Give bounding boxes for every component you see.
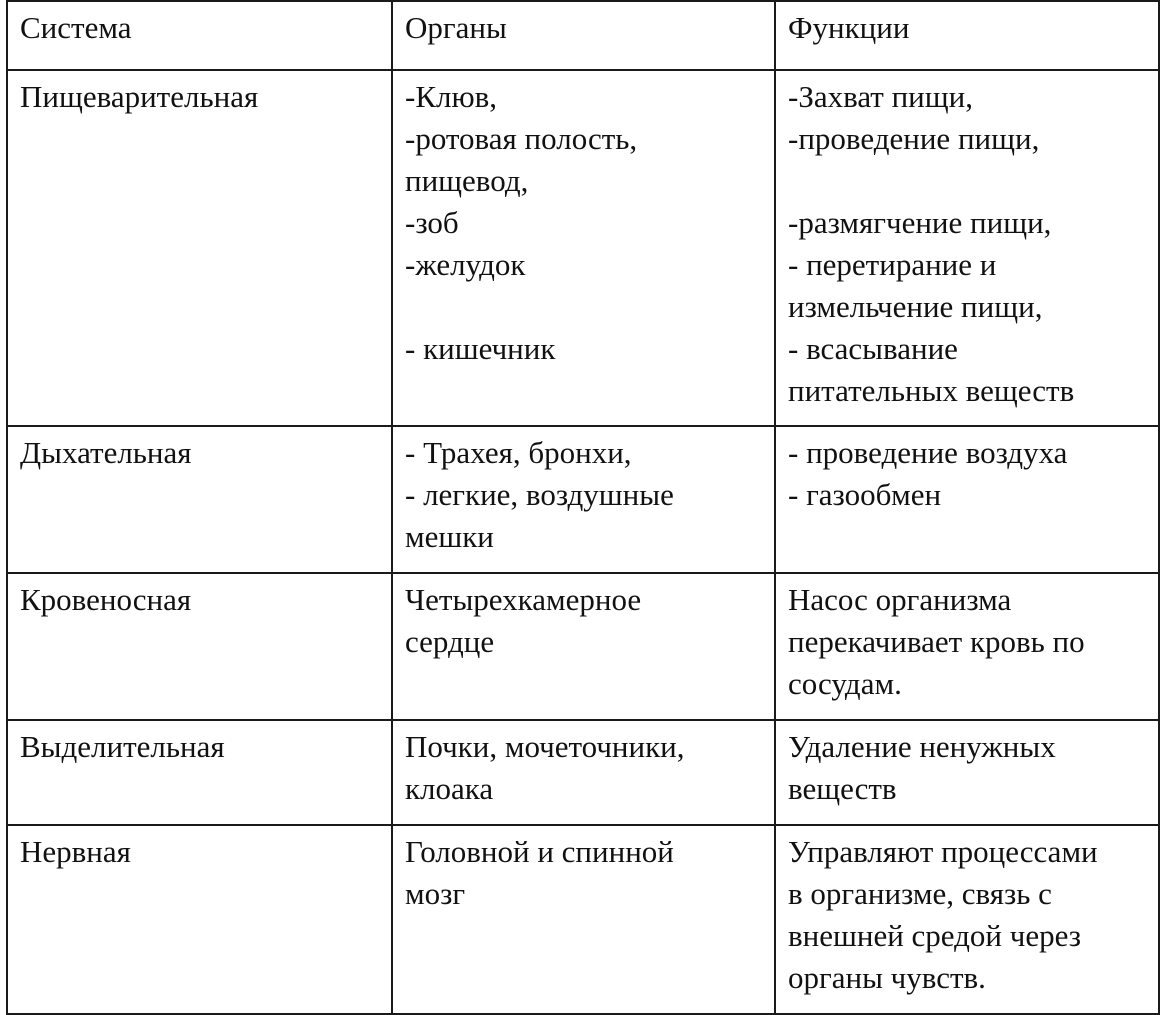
organs-line: мозг [405, 876, 466, 911]
functions-cell [775, 573, 1159, 720]
organs-line: -Клюв, [405, 79, 498, 114]
header-functions: Функции [775, 1, 1159, 70]
functions-cell [775, 70, 1159, 426]
functions-line: органы чувств. [788, 960, 986, 995]
functions-line: - газообмен [788, 477, 942, 512]
functions-line: Удаление ненужных [788, 729, 1056, 764]
functions-line: Управляют процессами [788, 834, 1098, 869]
functions-cell [775, 720, 1159, 825]
functions-line: измельчение пищи, [788, 289, 1043, 324]
functions-line: - проведение воздуха [788, 435, 1068, 470]
functions-cell [775, 426, 1159, 573]
organs-cell [392, 70, 775, 426]
organs-cell [392, 825, 775, 1014]
organs-line: - кишечник [405, 331, 556, 366]
organs-line: сердце [405, 624, 495, 659]
functions-line: внешней средой через [788, 918, 1082, 953]
organs-line: -зоб [405, 205, 459, 240]
system-cell: Пищеварительная [7, 70, 392, 426]
functions-line: перекачивает кровь по [788, 624, 1085, 659]
functions-cell [775, 825, 1159, 1014]
organs-line: - Трахея, бронхи, [405, 435, 632, 470]
functions-line: - всасывание [788, 331, 958, 366]
organs-line: -ротовая полость, [405, 121, 638, 156]
organs-line: пищевод, [405, 163, 529, 198]
header-organs: Органы [392, 1, 775, 70]
organs-cell [392, 720, 775, 825]
organs-line: Головной и спинной [405, 834, 674, 869]
organs-line: -желудок [405, 247, 526, 282]
table-header-row [7, 1, 1159, 70]
functions-line: питательных веществ [788, 373, 1075, 408]
organ-systems-table [6, 0, 1160, 1015]
functions-line: в организме, связь с [788, 876, 1052, 911]
table-row-nervous [7, 825, 1159, 1014]
functions-line: веществ [788, 771, 897, 806]
table-row-circulatory [7, 573, 1159, 720]
table-row-digestive [7, 70, 1159, 426]
table-row-respiratory [7, 426, 1159, 573]
organs-line: Почки, мочеточники, [405, 729, 685, 764]
functions-line [788, 160, 1148, 202]
organs-line: - легкие, воздушные [405, 477, 674, 512]
functions-line: -размягчение пищи, [788, 205, 1052, 240]
organs-line: клоака [405, 771, 494, 806]
organs-cell [392, 573, 775, 720]
system-cell: Выделительная [7, 720, 392, 825]
functions-line: -Захват пищи, [788, 79, 973, 114]
organs-line [405, 286, 764, 328]
system-cell: Нервная [7, 825, 392, 1014]
table-row-excretory [7, 720, 1159, 825]
organs-line: мешки [405, 519, 494, 554]
organs-cell [392, 426, 775, 573]
system-cell: Кровеносная [7, 573, 392, 720]
organs-line: Четырехкамерное [405, 582, 642, 617]
system-cell: Дыхательная [7, 426, 392, 573]
functions-line: Насос организма [788, 582, 1012, 617]
header-system: Система [7, 1, 392, 70]
functions-line: - перетирание и [788, 247, 997, 282]
functions-line: -проведение пищи, [788, 121, 1040, 156]
functions-line: сосудам. [788, 666, 902, 701]
